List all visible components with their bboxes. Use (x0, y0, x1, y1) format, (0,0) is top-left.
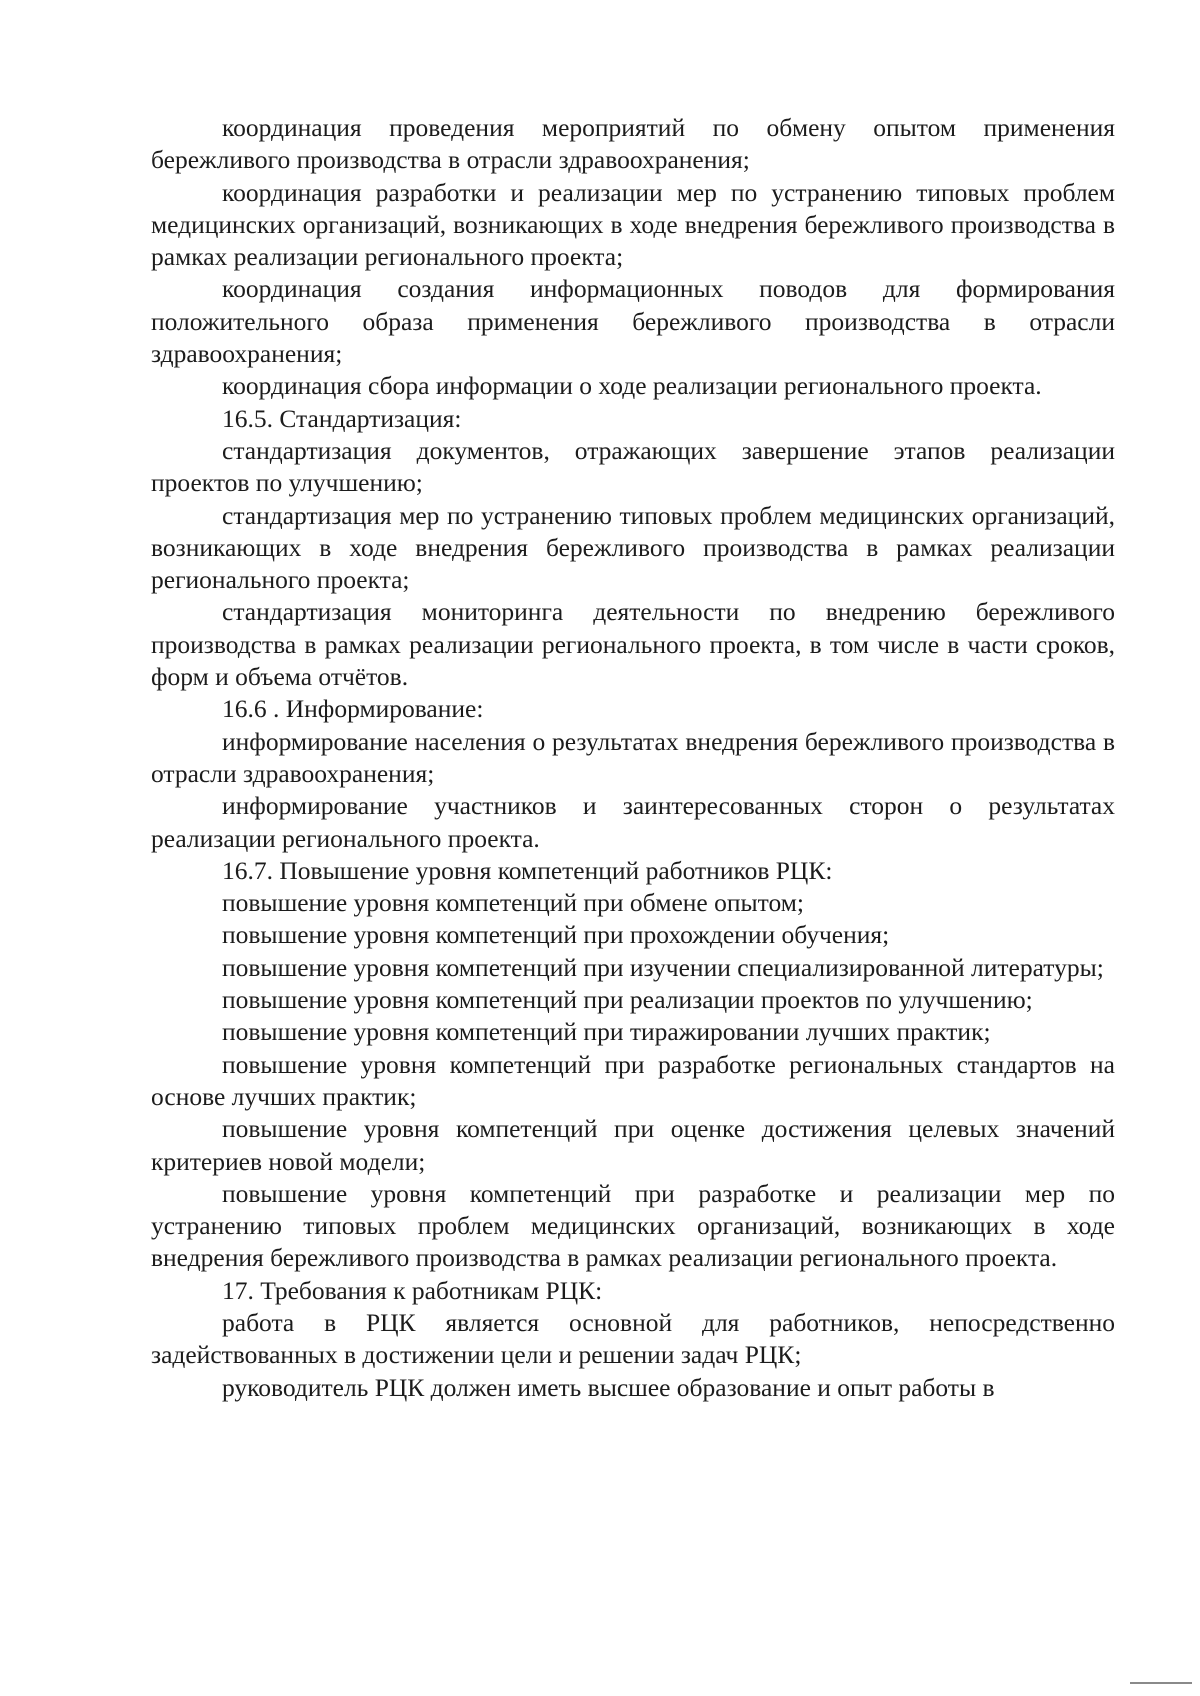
section-heading: 16.7. Повышение уровня компетенций работников РЦК: (222, 855, 833, 885)
paragraph: повышение уровня компетенций при обмене опытом; (222, 888, 804, 918)
paragraph: координация сбора информации о ходе реализации регионального проекта. (222, 371, 1042, 401)
paragraph: координация разработки и реализации мер по устранению типовых проблем медицинских организаций, возникающих в ходе внедрения бережливого производства в рамках реализации регионального проекта; (151, 177, 1115, 272)
paragraph: руководитель РЦК должен иметь высшее образование и опыт работы в (222, 1372, 995, 1402)
paragraph: повышение уровня компетенций при изучении специализированной литературы; (222, 952, 1104, 982)
paragraph: повышение уровня компетенций при разработке и реализации мер по устранению типовых проблем медицинских организаций, возникающих в ходе внедрения бережливого производства в рамках реализации регионального проекта. (151, 1178, 1115, 1273)
paragraph: стандартизация мониторинга деятельности по внедрению бережливого производства в рамках реализации регионального проекта, в том числе в части сроков, форм и объема отчётов. (151, 597, 1115, 692)
paragraph: информирование участников и заинтересованных сторон о результатах реализации регионального проекта. (151, 791, 1115, 853)
paragraph: стандартизация мер по устранению типовых проблем медицинских организаций, возникающих в ходе внедрения бережливого производства в рамках реализации регионального проекта; (151, 500, 1115, 595)
paragraph: координация проведения мероприятий по обмену опытом применения бережливого производства в отрасли здравоохранения; (151, 113, 1115, 175)
section-heading: 16.6 . Информирование: (222, 694, 484, 724)
paragraph: стандартизация документов, отражающих завершение этапов реализации проектов по улучшению; (151, 435, 1115, 498)
paragraph: координация создания информационных поводов для формирования положительного образа применения бережливого производства в отрасли здравоохранения; (151, 274, 1115, 369)
paragraph: повышение уровня компетенций при тиражировании лучших практик; (222, 1017, 991, 1047)
scan-edge-mark (1130, 1682, 1192, 1684)
paragraph: информирование населения о результатах внедрения бережливого производства в отрасли здравоохранения; (151, 726, 1115, 788)
document-body (151, 112, 1115, 1404)
paragraph: повышение уровня компетенций при разработке региональных стандартов на основе лучших практик; (151, 1049, 1115, 1111)
section-heading: 17. Требования к работникам РЦК: (222, 1275, 603, 1305)
paragraph: повышение уровня компетенций при реализации проектов по улучшению; (222, 985, 1033, 1015)
section-heading: 16.5. Стандартизация: (222, 403, 462, 433)
paragraph: повышение уровня компетенций при прохождении обучения; (222, 920, 890, 950)
paragraph: повышение уровня компетенций при оценке достижения целевых значений критериев новой модели; (151, 1114, 1115, 1176)
paragraph: работа в РЦК является основной для работников, непосредственно задействованных в достижении цели и решении задач РЦК; (151, 1307, 1115, 1370)
